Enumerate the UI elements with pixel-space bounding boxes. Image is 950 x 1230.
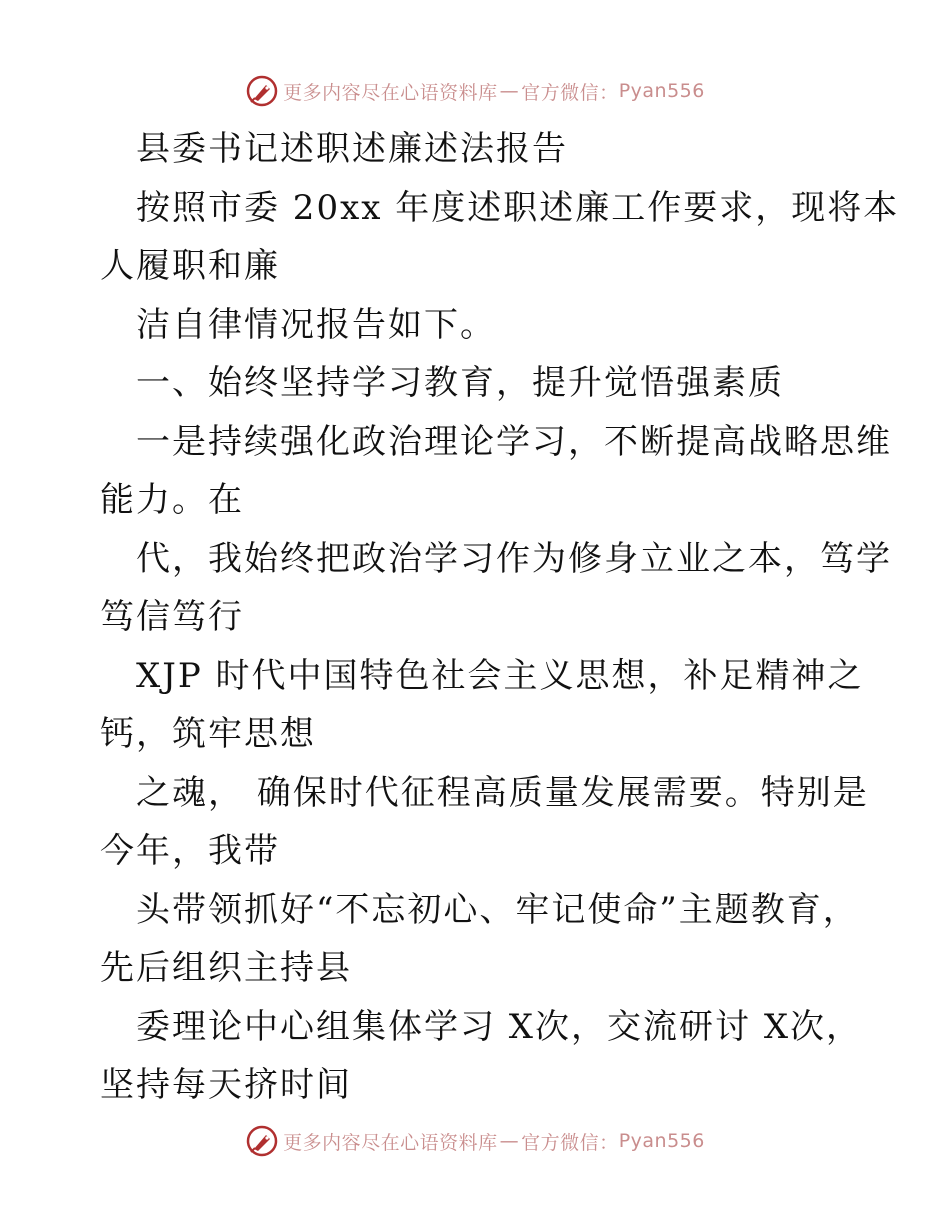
header-watermark <box>0 71 950 111</box>
watermark-label: 官方微信： <box>521 1131 619 1154</box>
paragraph-line: 一是持续强化政治理论学习，不断提高战略思维 <box>136 421 892 462</box>
paragraph-line: 钙，筑牢思想 <box>100 714 316 754</box>
paragraph-line: 代，我始终把政治学习作为修身立业之本，笃学 <box>136 538 892 579</box>
watermark-label: 官方微信： <box>521 81 619 104</box>
paragraph-line: 坚持每天挤时间 <box>100 1065 352 1105</box>
paragraph-line: XJP 时代中国特色社会主义思想，补足精神之 <box>136 655 864 696</box>
paragraph-line: 委理论中心组集体学习 X次，交流研讨 X次， <box>136 1006 863 1047</box>
paragraph-line: 人履职和廉 <box>100 246 280 286</box>
paragraph-line: 头带领抓好“不忘初心、牢记使命”主题教育， <box>136 889 859 930</box>
paragraph-line: 笃信笃行 <box>100 597 244 637</box>
watermark-brand-text: 更多内容尽在心语资料库 <box>283 81 498 104</box>
watermark-handle: Pyan556 <box>618 80 705 102</box>
paragraph-line: 能力。在 <box>100 480 244 520</box>
paragraph-line: 洁自律情况报告如下。 <box>136 304 496 345</box>
watermark-separator: — <box>499 80 520 102</box>
watermark-brand-text: 更多内容尽在心语资料库 <box>283 1131 498 1154</box>
footer-watermark <box>0 1121 950 1161</box>
paragraph-line: 先后组织主持县 <box>100 948 352 988</box>
paragraph-line: 按照市委 20xx 年度述职述廉工作要求，现将本 <box>136 187 900 228</box>
watermark-separator: — <box>499 1130 520 1152</box>
paragraph-line: 之魂， 确保时代征程高质量发展需要。特别是 <box>136 772 869 813</box>
pen-nib-logo-icon <box>245 1124 279 1158</box>
document-title: 县委书记述职述廉述法报告 <box>136 129 568 169</box>
section-heading: 一、始终坚持学习教育，提升觉悟强素质 <box>136 363 784 403</box>
document-body <box>100 120 900 1115</box>
pen-nib-logo-icon <box>245 74 279 108</box>
paragraph-line: 今年，我带 <box>100 831 280 871</box>
watermark-handle: Pyan556 <box>618 1130 705 1152</box>
